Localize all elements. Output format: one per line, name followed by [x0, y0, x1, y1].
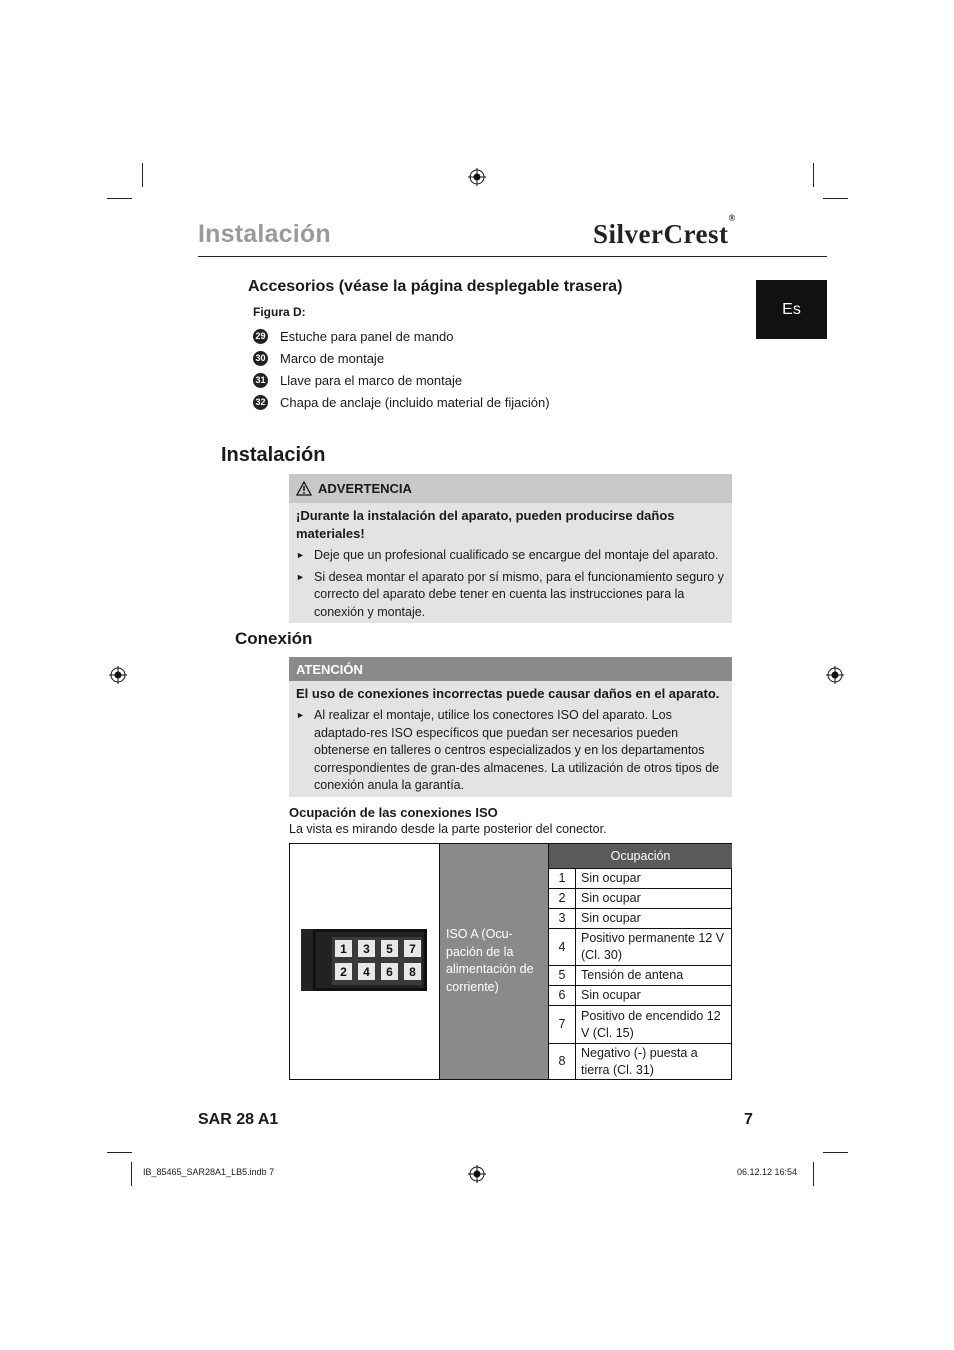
pin-number: 6 — [549, 986, 576, 1005]
pin-description: Sin ocupar — [581, 871, 641, 885]
brand-registered-mark: ® — [728, 213, 736, 223]
table-row — [549, 966, 732, 986]
registration-mark-icon — [468, 168, 486, 186]
crop-mark — [107, 1152, 132, 1153]
warning-box — [289, 474, 732, 623]
accessory-label: Llave para el marco de montaje — [280, 372, 463, 388]
pin-description: Sin ocupar — [581, 891, 641, 905]
bullet-arrow-icon: ► — [296, 571, 305, 582]
connector-diagram-cell — [290, 844, 440, 1079]
table-row — [549, 1006, 732, 1044]
connector-pin: 8 — [404, 963, 421, 980]
brand-logo — [593, 213, 736, 250]
occupation-header: Ocupación — [549, 844, 732, 869]
figure-label: Figura D: — [253, 305, 306, 319]
footer-model: SAR 28 A1 — [198, 1111, 279, 1128]
accessory-item — [253, 327, 453, 345]
brand-name: SilverCrest — [593, 219, 729, 249]
connector-pin: 3 — [358, 940, 375, 957]
bullet-arrow-icon: ► — [296, 550, 305, 560]
header-divider — [198, 256, 827, 257]
attention-title: ATENCIÓN — [296, 661, 363, 677]
pin-number: 3 — [549, 909, 576, 928]
crop-mark — [813, 163, 814, 187]
attention-header — [289, 657, 732, 681]
warning-bullet — [289, 543, 732, 565]
crop-mark — [823, 1152, 848, 1153]
pin-number: 8 — [549, 1044, 576, 1079]
accessory-label: Chapa de anclaje (incluido material de fijación) — [280, 394, 550, 410]
page-number: 7 — [744, 1111, 753, 1128]
pin-number: 5 — [549, 966, 576, 985]
pin-number: 4 — [549, 929, 576, 965]
attention-lead: El uso de conexiones incorrectas puede causar daños en el aparato. — [296, 686, 720, 701]
registration-mark-icon — [826, 666, 844, 684]
accessory-item — [253, 349, 384, 367]
bullet-text: Deje que un profesional cualificado se encargue del montaje del aparato. — [314, 548, 719, 562]
pin-number: 1 — [549, 869, 576, 888]
connector-pin: 5 — [381, 940, 398, 957]
page-title: Instalación — [198, 220, 331, 248]
table-row — [549, 929, 732, 966]
item-number-badge: 30 — [253, 351, 268, 366]
warning-triangle-icon — [296, 481, 312, 496]
connector-pin: 7 — [404, 940, 421, 957]
iso-label-cell: ISO A (Ocu-pación de la alimentación de corriente) — [440, 844, 549, 1079]
crop-mark — [131, 1162, 132, 1186]
warning-header — [289, 474, 732, 503]
bullet-arrow-icon: ► — [296, 710, 305, 720]
attention-box — [289, 657, 732, 797]
item-number-badge: 31 — [253, 373, 268, 388]
connector-diagram — [301, 929, 427, 991]
pin-description: Tensión de antena — [581, 968, 684, 982]
warning-bullet — [289, 565, 732, 622]
item-number-badge: 32 — [253, 395, 268, 410]
iso-pin-table — [289, 843, 732, 1080]
connector-pin: 4 — [358, 963, 375, 980]
connector-pin-grid — [332, 937, 422, 985]
registration-mark-icon — [468, 1165, 486, 1183]
crop-mark — [107, 198, 132, 199]
table-row — [549, 889, 732, 909]
accessory-item — [253, 371, 462, 389]
pin-description: Sin ocupar — [581, 988, 641, 1002]
iso-title: Ocupación de las conexiones ISO — [289, 805, 498, 820]
language-tab: Es — [756, 280, 827, 339]
table-row — [549, 909, 732, 929]
warning-title: ADVERTENCIA — [318, 481, 412, 496]
table-row — [549, 869, 732, 889]
crop-mark — [823, 198, 848, 199]
accessory-label: Marco de montaje — [280, 350, 385, 366]
footer-file-info: IB_85465_SAR28A1_LB5.indb 7 — [143, 1167, 275, 1177]
pin-number: 2 — [549, 889, 576, 908]
pin-description: Positivo de encendido 12 V (Cl. 15) — [581, 1008, 721, 1040]
crop-mark — [142, 163, 143, 187]
accessories-heading: Accesorios (véase la página desplegable trasera) — [248, 278, 623, 295]
warning-lead: ¡Durante la instalación del aparato, pueden producirse daños materiales! — [296, 508, 675, 541]
pin-description: Negativo (-) puesta a tierra (Cl. 31) — [581, 1045, 698, 1077]
attention-bullet — [289, 703, 732, 795]
connector-pin: 6 — [381, 963, 398, 980]
accessory-item — [253, 393, 550, 411]
crop-mark — [813, 1162, 814, 1186]
accessory-label: Estuche para panel de mando — [280, 328, 454, 344]
pin-description: Positivo permanente 12 V (Cl. 30) — [581, 931, 725, 962]
connector-notch — [301, 971, 313, 991]
bullet-text: Al realizar el montaje, utilice los conectores ISO del aparato. Los adaptado-res ISO específicos que puedan ser necesarios pueden obtenerse en talleres o centros especializados y en los departamentos correspondientes de gran-des almacenes. La utilización de otros tipos de conexión anula la garantía. — [314, 708, 720, 792]
pin-number: 7 — [549, 1006, 576, 1043]
connector-body — [313, 929, 427, 991]
occupation-column — [549, 844, 732, 1079]
connector-pin: 1 — [335, 940, 352, 957]
table-row — [549, 986, 732, 1006]
table-row — [549, 1044, 732, 1079]
footer-date-info: 06.12.12 16:54 — [737, 1167, 798, 1177]
iso-subtitle: La vista es mirando desde la parte posterior del conector. — [289, 822, 607, 836]
registration-mark-icon — [109, 666, 127, 684]
bullet-text: Si desea montar el aparato por sí mismo, para el funcionamiento seguro y correcto del aparato debe tener en cuenta las instrucciones para la conexión y montaje. — [314, 569, 724, 619]
connection-heading: Conexión — [235, 629, 313, 648]
installation-heading: Instalación — [221, 444, 326, 466]
connector-pin: 2 — [335, 963, 352, 980]
item-number-badge: 29 — [253, 329, 268, 344]
pin-description: Sin ocupar — [581, 911, 641, 925]
